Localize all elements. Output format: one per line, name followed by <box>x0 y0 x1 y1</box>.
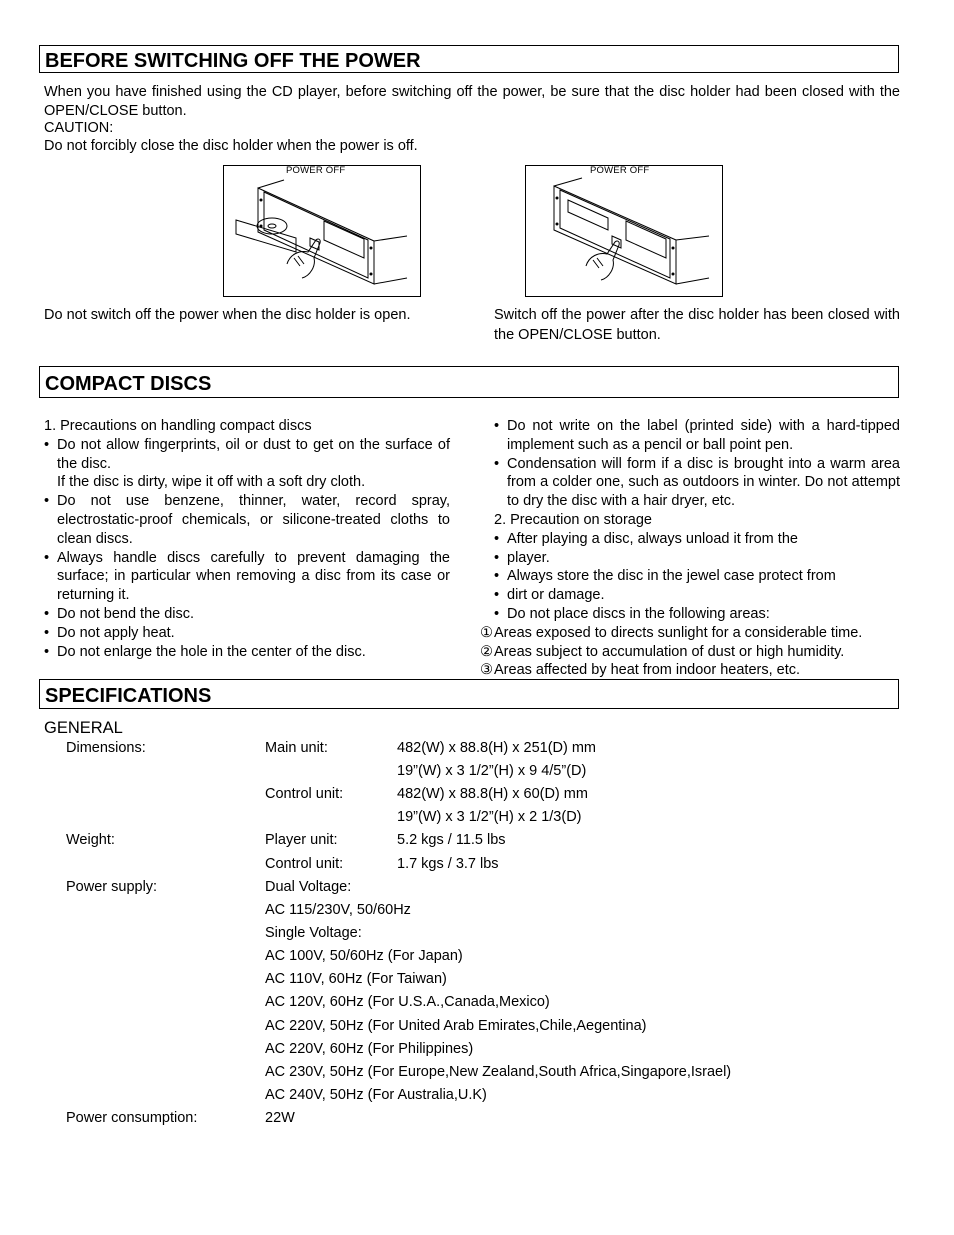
control-unit-in: 19”(W) x 3 1/2”(H) x 2 1/3(D) <box>397 809 582 825</box>
numbered-item: ②Areas subject to accumulation of dust or high humidity. <box>480 643 845 660</box>
caution-text: Do not forcibly close the disc holder when the power is off. <box>44 138 418 154</box>
intro-paragraph: When you have finished using the CD player, before switching off the power, be sure that the disc holder had been closed with the OPEN/CLOSE button. <box>44 84 900 119</box>
list-item: • Do not place discs in the following areas: <box>494 605 900 624</box>
list-item: • Do not apply heat. <box>44 624 450 643</box>
section-heading-specifications: SPECIFICATIONS <box>39 679 899 709</box>
power-line: AC 220V, 50Hz (For United Arab Emirates,Chile,Aegentina) <box>265 1018 647 1034</box>
list-item: • Do not use benzene, thinner, water, record spray, electrostatic-proof chemicals, or silicone-treated cloths to clean discs. <box>44 492 450 548</box>
power-consumption-label: Power consumption: <box>66 1110 198 1126</box>
section-heading-power-off: BEFORE SWITCHING OFF THE POWER <box>39 45 899 73</box>
caution-label: CAUTION: <box>44 120 114 136</box>
main-unit-label: Main unit: <box>265 740 328 756</box>
storage-title: 2. Precaution on storage <box>494 511 652 528</box>
main-unit-in: 19”(W) x 3 1/2”(H) x 9 4/5”(D) <box>397 763 587 779</box>
list-item: • Always handle discs carefully to prevent damaging the surface; in particular when removing a disc from its case or returning it. <box>44 549 450 605</box>
list-item: • player. <box>494 549 900 568</box>
control-unit-mm: 482(W) x 88.8(H) x 60(D) mm <box>397 786 588 802</box>
power-line: AC 110V, 60Hz (For Taiwan) <box>265 971 447 987</box>
storage-column <box>480 417 900 680</box>
section-heading-compact-discs: COMPACT DISCS <box>39 366 899 398</box>
figure-label: POWER OFF <box>590 165 650 176</box>
power-line: AC 240V, 50Hz (For Australia,U.K) <box>265 1087 487 1103</box>
weight-label: Weight: <box>66 832 115 848</box>
power-line: Dual Voltage: <box>265 879 352 895</box>
cd-player-open-illustration <box>224 166 420 296</box>
control-unit-weight: 1.7 kgs / 3.7 lbs <box>397 856 499 872</box>
figure-disc-holder-closed <box>525 165 723 297</box>
power-line: AC 120V, 60Hz (For U.S.A.,Canada,Mexico) <box>265 994 550 1010</box>
caption-closed: Switch off the power after the disc holder has been closed with the OPEN/CLOSE button. <box>494 307 900 343</box>
dimensions-label: Dimensions: <box>66 740 146 756</box>
power-consumption-value: 22W <box>265 1110 295 1126</box>
list-item: • Always store the disc in the jewel case protect from <box>494 567 900 586</box>
cd-player-closed-illustration <box>526 166 722 296</box>
player-unit-weight: 5.2 kgs / 11.5 lbs <box>397 832 506 848</box>
caption-open: Do not switch off the power when the disc holder is open. <box>44 307 411 323</box>
handling-title: 1. Precautions on handling compact discs <box>44 418 312 434</box>
power-line: AC 220V, 60Hz (For Philippines) <box>265 1041 474 1057</box>
power-line: AC 230V, 50Hz (For Europe,New Zealand,South Africa,Singapore,Israel) <box>265 1064 732 1080</box>
figure-label: POWER OFF <box>286 165 346 176</box>
list-item: • Do not enlarge the hole in the center of the disc. <box>44 643 450 662</box>
list-item: • After playing a disc, always unload it from the <box>494 530 900 549</box>
list-item: • Do not allow fingerprints, oil or dust to get on the surface of the disc. If the disc is dirty, wipe it off with a soft dry cloth. <box>44 436 450 492</box>
power-line: Single Voltage: <box>265 925 362 941</box>
power-supply-label: Power supply: <box>66 879 158 895</box>
control-unit-weight-label: Control unit: <box>265 856 344 872</box>
control-unit-label: Control unit: <box>265 786 344 802</box>
list-item: • Do not bend the disc. <box>44 605 450 624</box>
figure-disc-holder-open <box>223 165 421 297</box>
list-item: • Condensation will form if a disc is brought into a warm area from a colder one, such as outdoors in winter. Do not attempt to dry the disc with a hair dryer, etc. <box>494 455 900 511</box>
player-unit-label: Player unit: <box>265 832 338 848</box>
numbered-item: ③Areas affected by heat from indoor heaters, etc. <box>480 662 801 679</box>
power-line: AC 115/230V, 50/60Hz <box>265 902 411 918</box>
general-subheading: GENERAL <box>44 719 123 737</box>
main-unit-mm: 482(W) x 88.8(H) x 251(D) mm <box>397 740 597 756</box>
handling-column <box>44 417 450 661</box>
list-item: • Do not write on the label (printed side) with a hard-tipped implement such as a pencil or ball point pen. <box>494 417 900 455</box>
list-item: • dirt or damage. <box>494 586 900 605</box>
power-line: AC 100V, 50/60Hz (For Japan) <box>265 948 463 964</box>
numbered-item: ①Areas exposed to directs sunlight for a considerable time. <box>480 624 863 641</box>
